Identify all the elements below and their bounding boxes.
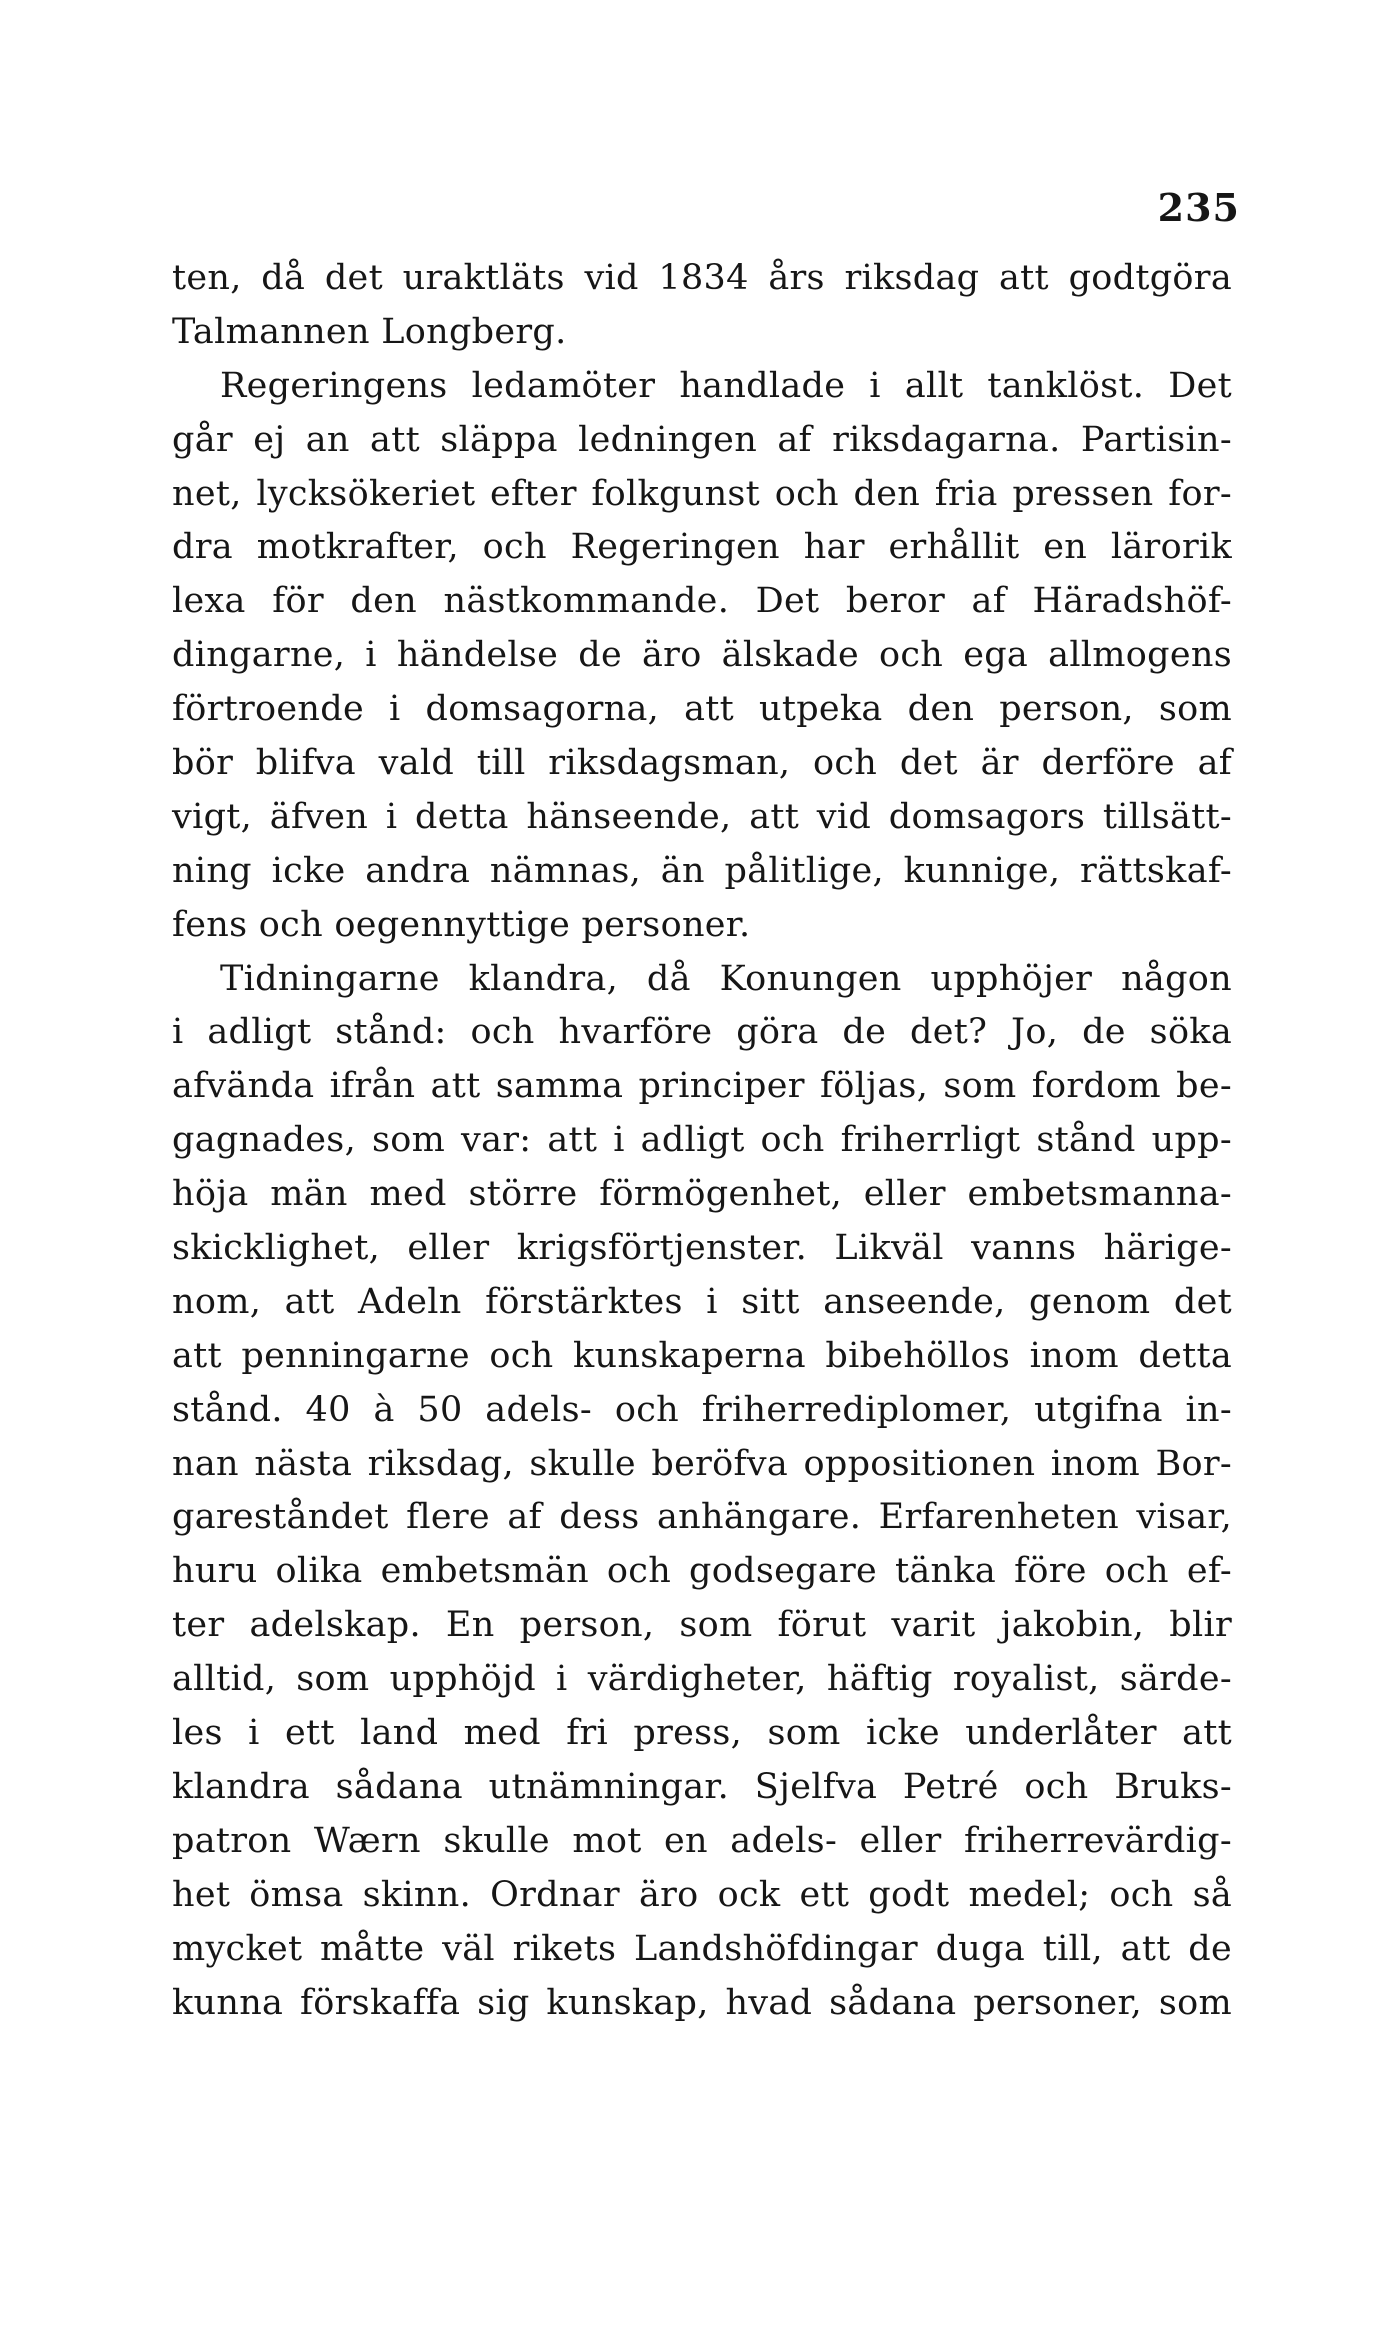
text-line: huru olika embetsmän och godsegare tänka före och ef- <box>172 1551 1232 1592</box>
text-line: i adligt stånd: och hvarföre göra de det? Jo, de söka <box>172 1012 1232 1053</box>
text-line: nan nästa riksdag, skulle beröfva oppositionen inom Bor- <box>172 1443 1232 1484</box>
text-line: höja män med större förmögenhet, eller embetsmanna- <box>172 1174 1232 1215</box>
text-line: lexa för den nästkommande. Det beror af Häradshöf- <box>172 581 1232 622</box>
text-line: vigt, äfven i detta hänseende, att vid domsagors tillsätt- <box>172 796 1232 837</box>
text-line: kunna förskaffa sig kunskap, hvad sådana personer, som <box>172 1982 1232 2023</box>
text-line: les i ett land med fri press, som icke underlåter att <box>172 1713 1232 1754</box>
text-line: stånd. 40 à 50 adels- och friherrediplomer, utgifna in- <box>172 1389 1232 1430</box>
text-line: Tidningarne klandra, då Konungen upphöjer någon <box>220 958 1232 999</box>
text-line: att penningarne och kunskaperna bibehöllos inom detta <box>172 1335 1232 1376</box>
text-line: bör blifva vald till riksdagsman, och det är derföre af <box>172 743 1232 784</box>
text-line: Regeringens ledamöter handlade i allt tanklöst. Det <box>220 365 1232 406</box>
page-number: 235 <box>1157 185 1240 230</box>
text-line: dingarne, i händelse de äro älskade och ega allmogens <box>172 635 1232 676</box>
text-line: mycket måtte väl rikets Landshöfdingar duga till, att de <box>172 1928 1232 1969</box>
text-line: alltid, som upphöjd i värdigheter, häftig royalist, särde- <box>172 1659 1232 1700</box>
text-line: patron Wærn skulle mot en adels- eller friherrevärdig- <box>172 1820 1232 1861</box>
body-text <box>172 252 1232 2030</box>
text-line: het ömsa skinn. Ordnar äro ock ett godt medel; och så <box>172 1874 1232 1915</box>
text-line: gareståndet flere af dess anhängare. Erfarenheten visar, <box>172 1497 1232 1538</box>
text-line: nom, att Adeln förstärktes i sitt anseende, genom det <box>172 1281 1232 1322</box>
text-line: ten, då det uraktläts vid 1834 års riksdag att godtgöra <box>172 258 1232 298</box>
text-line: net, lycksökeriet efter folkgunst och den fria pressen for- <box>172 473 1232 514</box>
text-line: ning icke andra nämnas, än pålitlige, kunnige, rättskaf- <box>172 850 1232 891</box>
text-line: dra motkrafter, och Regeringen har erhållit en lärorik <box>172 527 1232 568</box>
text-line: Talmannen Longberg. <box>172 311 567 352</box>
text-line: ter adelskap. En person, som förut varit jakobin, blir <box>172 1605 1232 1646</box>
text-line: skicklighet, eller krigsförtjenster. Likväl vanns härige- <box>172 1228 1232 1269</box>
text-line: fens och oegennyttige personer. <box>172 904 751 945</box>
text-line: gagnades, som var: att i adligt och friherrligt stånd upp- <box>172 1120 1232 1161</box>
text-line: förtroende i domsagorna, att utpeka den person, som <box>172 689 1232 730</box>
text-line: går ej an att släppa ledningen af riksdagarna. Partisin- <box>172 419 1232 460</box>
text-line: afvända ifrån att samma principer följas, som fordom be- <box>172 1066 1232 1107</box>
text-line: klandra sådana utnämningar. Sjelfva Petré och Bruks- <box>172 1766 1232 1807</box>
